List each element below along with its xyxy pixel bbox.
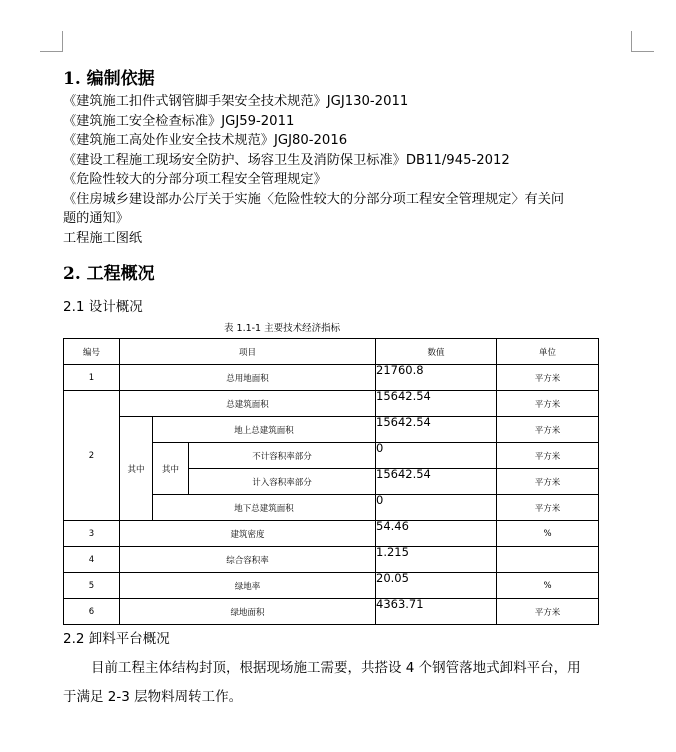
value-cell: 20.05 (376, 573, 497, 599)
unit-cell: 平方米 (497, 599, 599, 625)
unit-cell (497, 547, 599, 573)
reference-item: 工程施工图纸 (63, 231, 143, 246)
header-cell: 数值 (376, 339, 497, 365)
table-row (64, 599, 599, 625)
section2-title: 2. 工程概况 (63, 264, 155, 284)
item-cell: 总建筑面积 (120, 391, 376, 417)
value-cell: 1.215 (376, 547, 497, 573)
tech-economic-indicators-table (63, 338, 599, 625)
header-cell: 项目 (120, 339, 376, 365)
reference-item: 《建筑施工高处作业安全技术规范》JGJ80-2016 (63, 133, 348, 148)
reference-item: 《危险性较大的分部分项工程安全管理规定》 (63, 172, 327, 187)
row-number: 4 (64, 547, 120, 573)
row-number: 1 (64, 365, 120, 391)
qizhong-cell: 其中 (153, 443, 189, 495)
subsection-platform-overview: 2.2 卸料平台概况 (63, 631, 170, 647)
reference-item: 《建筑施工扣件式钢管脚手架安全技术规范》JGJ130-2011 (63, 94, 409, 109)
item-cell: 绿地面积 (120, 599, 376, 625)
qizhong-cell: 其中 (120, 417, 153, 521)
unit-cell: % (497, 521, 599, 547)
value-cell: 0 (376, 443, 497, 469)
unit-cell: 平方米 (497, 495, 599, 521)
item-cell: 计入容积率部分 (189, 469, 376, 495)
subsection-design-overview: 2.1 设计概况 (63, 299, 143, 315)
table-header-row (64, 339, 599, 365)
item-cell: 地上总建筑面积 (153, 417, 376, 443)
table-row (64, 521, 599, 547)
reference-item: 《建筑施工安全检查标准》JGJ59-2011 (63, 114, 295, 129)
unit-cell: 平方米 (497, 443, 599, 469)
paragraph-line: 于满足 2-3 层物料周转工作。 (63, 689, 243, 705)
paragraph-line: 目前工程主体结构封顶，根据现场施工需要，共搭设 4 个钢管落地式卸料平台，用 (91, 660, 581, 676)
table-row (64, 365, 599, 391)
table-row (64, 417, 599, 443)
header-cell: 编号 (64, 339, 120, 365)
page-corner-mark-left (40, 31, 63, 52)
row-number: 6 (64, 599, 120, 625)
item-cell: 综合容积率 (120, 547, 376, 573)
item-cell: 不计容积率部分 (189, 443, 376, 469)
item-cell: 总用地面积 (120, 365, 376, 391)
unit-cell: 平方米 (497, 469, 599, 495)
reference-item: 《住房城乡建设部办公厅关于实施〈危险性较大的分部分项工程安全管理规定〉有关问 (63, 192, 565, 207)
reference-item: 《建设工程施工现场安全防护、场容卫生及消防保卫标准》DB11/945-2012 (63, 153, 510, 168)
item-cell: 绿地率 (120, 573, 376, 599)
table-caption: 表 1.1-1 主要技术经济指标 (224, 323, 341, 334)
row-number: 5 (64, 573, 120, 599)
value-cell: 0 (376, 495, 497, 521)
value-cell: 21760.8 (376, 365, 497, 391)
value-cell: 4363.71 (376, 599, 497, 625)
table-row (64, 547, 599, 573)
unit-cell: 平方米 (497, 365, 599, 391)
table-row (64, 573, 599, 599)
value-cell: 54.46 (376, 521, 497, 547)
header-cell: 单位 (497, 339, 599, 365)
unit-cell: % (497, 573, 599, 599)
section1-title: 1. 编制依据 (63, 69, 155, 89)
value-cell: 15642.54 (376, 391, 497, 417)
unit-cell: 平方米 (497, 391, 599, 417)
row-number: 3 (64, 521, 120, 547)
item-cell: 地下总建筑面积 (153, 495, 376, 521)
unit-cell: 平方米 (497, 417, 599, 443)
table-row (64, 391, 599, 417)
page-corner-mark-right (631, 31, 654, 52)
value-cell: 15642.54 (376, 417, 497, 443)
reference-item: 题的通知》 (63, 211, 129, 226)
row-number: 2 (64, 391, 120, 521)
value-cell: 15642.54 (376, 469, 497, 495)
item-cell: 建筑密度 (120, 521, 376, 547)
